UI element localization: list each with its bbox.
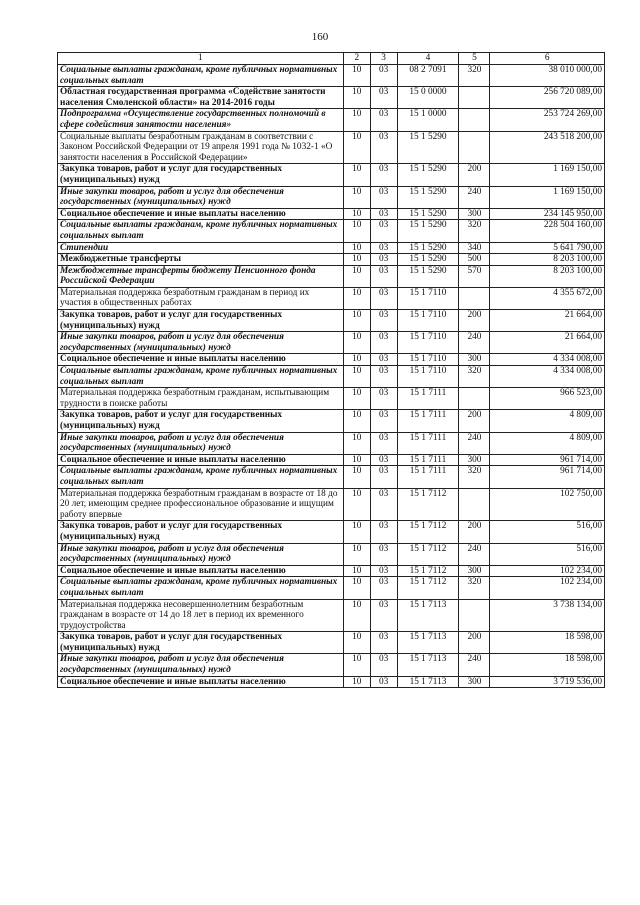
- row-expense-type-cell: [459, 87, 490, 109]
- row-expense-type-cell: 500: [459, 254, 490, 266]
- row-subsection-cell: 03: [370, 109, 397, 131]
- table-row: [58, 410, 605, 432]
- row-subsection-cell: 03: [370, 410, 397, 432]
- row-amount-cell: 256 720 089,00: [490, 87, 605, 109]
- row-name-cell: Материальная поддержка безработным гражданам в период их участия в общественных работах: [58, 287, 344, 309]
- row-name-cell: Социальное обеспечение и иные выплаты населению: [58, 565, 344, 577]
- row-name-cell: Закупка товаров, работ и услуг для государственных (муниципальных) нужд: [58, 410, 344, 432]
- row-expense-type-cell: 240: [459, 186, 490, 208]
- table-row: [58, 265, 605, 287]
- table-row: [58, 131, 605, 164]
- row-section-cell: 10: [343, 186, 370, 208]
- row-amount-cell: 1 169 150,00: [490, 164, 605, 186]
- column-header-subsection: 3: [370, 53, 397, 65]
- row-name-cell: Социальное обеспечение и иные выплаты населению: [58, 354, 344, 366]
- row-name-cell: Иные закупки товаров, работ и услуг для обеспечения государственных (муниципальных) нужд: [58, 186, 344, 208]
- row-expense-type-cell: [459, 599, 490, 632]
- row-expense-type-cell: 320: [459, 466, 490, 488]
- row-name-cell: Социальные выплаты гражданам, кроме публичных нормативных социальных выплат: [58, 466, 344, 488]
- table-row: [58, 565, 605, 577]
- row-target-article-cell: 08 2 7091: [397, 65, 459, 87]
- row-amount-cell: 961 714,00: [490, 454, 605, 466]
- row-name-cell: Иные закупки товаров, работ и услуг для обеспечения государственных (муниципальных) нужд: [58, 543, 344, 565]
- row-amount-cell: 21 664,00: [490, 332, 605, 354]
- row-subsection-cell: 03: [370, 632, 397, 654]
- row-section-cell: 10: [343, 265, 370, 287]
- row-subsection-cell: 03: [370, 654, 397, 676]
- row-section-cell: 10: [343, 565, 370, 577]
- row-target-article-cell: 15 1 7112: [397, 577, 459, 599]
- row-section-cell: 10: [343, 388, 370, 410]
- row-target-article-cell: 15 1 7112: [397, 521, 459, 543]
- row-amount-cell: 516,00: [490, 521, 605, 543]
- row-section-cell: 10: [343, 432, 370, 454]
- row-name-cell: Закупка товаров, работ и услуг для государственных (муниципальных) нужд: [58, 521, 344, 543]
- row-section-cell: 10: [343, 287, 370, 309]
- table-row: [58, 676, 605, 688]
- table-row: [58, 632, 605, 654]
- row-section-cell: 10: [343, 366, 370, 388]
- row-target-article-cell: 15 1 7112: [397, 565, 459, 577]
- row-expense-type-cell: 200: [459, 164, 490, 186]
- table-row: [58, 242, 605, 254]
- row-section-cell: 10: [343, 220, 370, 242]
- row-expense-type-cell: [459, 109, 490, 131]
- row-name-cell: Социальные выплаты гражданам, кроме публичных нормативных социальных выплат: [58, 366, 344, 388]
- row-target-article-cell: 15 1 7113: [397, 676, 459, 688]
- table-row: [58, 654, 605, 676]
- row-expense-type-cell: 300: [459, 454, 490, 466]
- column-number-row: [58, 53, 605, 65]
- row-amount-cell: 961 714,00: [490, 466, 605, 488]
- row-subsection-cell: 03: [370, 164, 397, 186]
- row-target-article-cell: 15 1 7112: [397, 488, 459, 521]
- row-section-cell: 10: [343, 410, 370, 432]
- table-header: [58, 53, 605, 65]
- row-section-cell: 10: [343, 254, 370, 266]
- row-target-article-cell: 15 1 7110: [397, 287, 459, 309]
- table-row: [58, 310, 605, 332]
- table-row: [58, 164, 605, 186]
- row-expense-type-cell: 320: [459, 65, 490, 87]
- row-expense-type-cell: [459, 131, 490, 164]
- row-amount-cell: 5 641 790,00: [490, 242, 605, 254]
- row-target-article-cell: 15 1 5290: [397, 164, 459, 186]
- column-header-name: 1: [58, 53, 344, 65]
- row-subsection-cell: 03: [370, 287, 397, 309]
- row-target-article-cell: 15 1 7112: [397, 543, 459, 565]
- row-target-article-cell: 15 1 7111: [397, 410, 459, 432]
- table-row: [58, 488, 605, 521]
- row-amount-cell: 4 334 008,00: [490, 366, 605, 388]
- row-section-cell: 10: [343, 109, 370, 131]
- row-expense-type-cell: 200: [459, 310, 490, 332]
- table-row: [58, 186, 605, 208]
- row-section-cell: 10: [343, 632, 370, 654]
- row-subsection-cell: 03: [370, 676, 397, 688]
- row-amount-cell: 966 523,00: [490, 388, 605, 410]
- row-target-article-cell: 15 1 5290: [397, 242, 459, 254]
- table-row: [58, 432, 605, 454]
- row-expense-type-cell: 320: [459, 220, 490, 242]
- row-section-cell: 10: [343, 599, 370, 632]
- row-expense-type-cell: 200: [459, 410, 490, 432]
- table-row: [58, 543, 605, 565]
- table-row: [58, 521, 605, 543]
- row-name-cell: Социальные выплаты гражданам, кроме публичных нормативных социальных выплат: [58, 65, 344, 87]
- row-amount-cell: 234 145 950,00: [490, 208, 605, 220]
- row-section-cell: 10: [343, 454, 370, 466]
- row-subsection-cell: 03: [370, 388, 397, 410]
- row-subsection-cell: 03: [370, 186, 397, 208]
- row-section-cell: 10: [343, 466, 370, 488]
- row-section-cell: 10: [343, 488, 370, 521]
- row-name-cell: Материальная поддержка безработным гражданам, испытывающим трудности в поиске работы: [58, 388, 344, 410]
- row-subsection-cell: 03: [370, 310, 397, 332]
- row-target-article-cell: 15 0 0000: [397, 87, 459, 109]
- row-target-article-cell: 15 1 7113: [397, 599, 459, 632]
- table-row: [58, 87, 605, 109]
- budget-table: [57, 52, 605, 688]
- row-target-article-cell: 15 1 5290: [397, 186, 459, 208]
- table-row: [58, 332, 605, 354]
- row-subsection-cell: 03: [370, 521, 397, 543]
- row-amount-cell: 102 234,00: [490, 565, 605, 577]
- row-name-cell: Социальное обеспечение и иные выплаты населению: [58, 676, 344, 688]
- table-row: [58, 208, 605, 220]
- table-row: [58, 388, 605, 410]
- row-target-article-cell: 15 1 7111: [397, 454, 459, 466]
- table-row: [58, 577, 605, 599]
- row-amount-cell: 18 598,00: [490, 654, 605, 676]
- row-expense-type-cell: 240: [459, 332, 490, 354]
- row-target-article-cell: 15 1 5290: [397, 220, 459, 242]
- row-name-cell: Иные закупки товаров, работ и услуг для обеспечения государственных (муниципальных) нужд: [58, 654, 344, 676]
- row-subsection-cell: 03: [370, 354, 397, 366]
- row-expense-type-cell: 340: [459, 242, 490, 254]
- row-expense-type-cell: 300: [459, 208, 490, 220]
- row-subsection-cell: 03: [370, 432, 397, 454]
- row-amount-cell: 3 719 536,00: [490, 676, 605, 688]
- row-name-cell: Межбюджетные трансферты бюджету Пенсионного фонда Российской Федерации: [58, 265, 344, 287]
- row-amount-cell: 1 169 150,00: [490, 186, 605, 208]
- row-expense-type-cell: 300: [459, 354, 490, 366]
- table-row: [58, 354, 605, 366]
- row-subsection-cell: 03: [370, 565, 397, 577]
- row-target-article-cell: 15 1 7110: [397, 366, 459, 388]
- row-amount-cell: 516,00: [490, 543, 605, 565]
- row-amount-cell: 4 809,00: [490, 410, 605, 432]
- row-subsection-cell: 03: [370, 454, 397, 466]
- row-amount-cell: 4 355 672,00: [490, 287, 605, 309]
- table-row: [58, 65, 605, 87]
- row-amount-cell: 253 724 269,00: [490, 109, 605, 131]
- row-target-article-cell: 15 1 5290: [397, 265, 459, 287]
- row-subsection-cell: 03: [370, 265, 397, 287]
- row-name-cell: Социальное обеспечение и иные выплаты населению: [58, 454, 344, 466]
- row-name-cell: Закупка товаров, работ и услуг для государственных (муниципальных) нужд: [58, 632, 344, 654]
- row-section-cell: 10: [343, 521, 370, 543]
- row-expense-type-cell: 300: [459, 676, 490, 688]
- row-section-cell: 10: [343, 543, 370, 565]
- row-subsection-cell: 03: [370, 543, 397, 565]
- row-subsection-cell: 03: [370, 242, 397, 254]
- row-subsection-cell: 03: [370, 87, 397, 109]
- row-name-cell: Социальные выплаты безработным гражданам в соответствии с Законом Российской Федерации от 19 апреля 1991 года № 1032-1 «О занятости населения в Российской Федерации»: [58, 131, 344, 164]
- row-name-cell: Иные закупки товаров, работ и услуг для обеспечения государственных (муниципальных) нужд: [58, 332, 344, 354]
- row-amount-cell: 3 738 134,00: [490, 599, 605, 632]
- row-expense-type-cell: 240: [459, 432, 490, 454]
- row-amount-cell: 8 203 100,00: [490, 265, 605, 287]
- row-expense-type-cell: 320: [459, 366, 490, 388]
- row-target-article-cell: 15 1 7110: [397, 310, 459, 332]
- row-target-article-cell: 15 1 7113: [397, 632, 459, 654]
- table-row: [58, 109, 605, 131]
- row-section-cell: 10: [343, 577, 370, 599]
- row-name-cell: Стипендии: [58, 242, 344, 254]
- row-subsection-cell: 03: [370, 220, 397, 242]
- table-row: [58, 366, 605, 388]
- row-amount-cell: 102 750,00: [490, 488, 605, 521]
- row-subsection-cell: 03: [370, 131, 397, 164]
- table-row: [58, 287, 605, 309]
- row-section-cell: 10: [343, 354, 370, 366]
- row-section-cell: 10: [343, 242, 370, 254]
- row-section-cell: 10: [343, 164, 370, 186]
- table-row: [58, 454, 605, 466]
- row-target-article-cell: 15 1 5290: [397, 131, 459, 164]
- row-section-cell: 10: [343, 65, 370, 87]
- row-name-cell: Социальные выплаты гражданам, кроме публичных нормативных социальных выплат: [58, 220, 344, 242]
- row-target-article-cell: 15 1 7110: [397, 332, 459, 354]
- table-row: [58, 220, 605, 242]
- row-expense-type-cell: 240: [459, 654, 490, 676]
- row-target-article-cell: 15 1 7110: [397, 354, 459, 366]
- table-row: [58, 599, 605, 632]
- row-section-cell: 10: [343, 676, 370, 688]
- row-section-cell: 10: [343, 87, 370, 109]
- column-header-expense-type: 5: [459, 53, 490, 65]
- row-expense-type-cell: 320: [459, 577, 490, 599]
- row-subsection-cell: 03: [370, 599, 397, 632]
- row-expense-type-cell: [459, 287, 490, 309]
- row-section-cell: 10: [343, 332, 370, 354]
- row-amount-cell: 8 203 100,00: [490, 254, 605, 266]
- row-amount-cell: 18 598,00: [490, 632, 605, 654]
- row-target-article-cell: 15 1 7111: [397, 466, 459, 488]
- row-name-cell: Подпрограмма «Осуществление государственных полномочий в сфере содействия занятости населения»: [58, 109, 344, 131]
- column-header-target-article: 4: [397, 53, 459, 65]
- row-target-article-cell: 15 1 5290: [397, 208, 459, 220]
- table-body: [58, 65, 605, 688]
- row-name-cell: Материальная поддержка безработным гражданам в возрасте от 18 до 20 лет, имеющим среднее профессиональное образование и ищущим работу впервые: [58, 488, 344, 521]
- row-section-cell: 10: [343, 131, 370, 164]
- row-subsection-cell: 03: [370, 208, 397, 220]
- row-subsection-cell: 03: [370, 366, 397, 388]
- row-amount-cell: 21 664,00: [490, 310, 605, 332]
- row-target-article-cell: 15 1 7111: [397, 388, 459, 410]
- row-subsection-cell: 03: [370, 488, 397, 521]
- row-amount-cell: 38 010 000,00: [490, 65, 605, 87]
- row-target-article-cell: 15 1 0000: [397, 109, 459, 131]
- column-header-section: 2: [343, 53, 370, 65]
- row-name-cell: Закупка товаров, работ и услуг для государственных (муниципальных) нужд: [58, 310, 344, 332]
- row-subsection-cell: 03: [370, 65, 397, 87]
- row-amount-cell: 243 518 200,00: [490, 131, 605, 164]
- row-name-cell: Областная государственная программа «Содействие занятости населения Смоленской области» на 2014-2016 годы: [58, 87, 344, 109]
- row-amount-cell: 228 504 160,00: [490, 220, 605, 242]
- row-amount-cell: 4 809,00: [490, 432, 605, 454]
- row-section-cell: 10: [343, 654, 370, 676]
- row-expense-type-cell: 240: [459, 543, 490, 565]
- row-name-cell: Иные закупки товаров, работ и услуг для обеспечения государственных (муниципальных) нужд: [58, 432, 344, 454]
- row-name-cell: Социальное обеспечение и иные выплаты населению: [58, 208, 344, 220]
- row-subsection-cell: 03: [370, 254, 397, 266]
- row-amount-cell: 4 334 008,00: [490, 354, 605, 366]
- row-target-article-cell: 15 1 7111: [397, 432, 459, 454]
- row-expense-type-cell: 200: [459, 521, 490, 543]
- row-expense-type-cell: [459, 488, 490, 521]
- row-subsection-cell: 03: [370, 332, 397, 354]
- row-name-cell: Материальная поддержка несовершеннолетним безработным гражданам в возрасте от 14 до 18 лет в период их временного трудоустройства: [58, 599, 344, 632]
- table-row: [58, 254, 605, 266]
- row-target-article-cell: 15 1 5290: [397, 254, 459, 266]
- page-number: 160: [311, 31, 329, 43]
- row-expense-type-cell: 570: [459, 265, 490, 287]
- row-name-cell: Межбюджетные трансферты: [58, 254, 344, 266]
- row-target-article-cell: 15 1 7113: [397, 654, 459, 676]
- row-amount-cell: 102 234,00: [490, 577, 605, 599]
- row-name-cell: Закупка товаров, работ и услуг для государственных (муниципальных) нужд: [58, 164, 344, 186]
- column-header-amount: 6: [490, 53, 605, 65]
- row-section-cell: 10: [343, 208, 370, 220]
- row-expense-type-cell: [459, 388, 490, 410]
- row-subsection-cell: 03: [370, 577, 397, 599]
- row-expense-type-cell: 300: [459, 565, 490, 577]
- row-name-cell: Социальные выплаты гражданам, кроме публичных нормативных социальных выплат: [58, 577, 344, 599]
- row-section-cell: 10: [343, 310, 370, 332]
- row-subsection-cell: 03: [370, 466, 397, 488]
- row-expense-type-cell: 200: [459, 632, 490, 654]
- table-row: [58, 466, 605, 488]
